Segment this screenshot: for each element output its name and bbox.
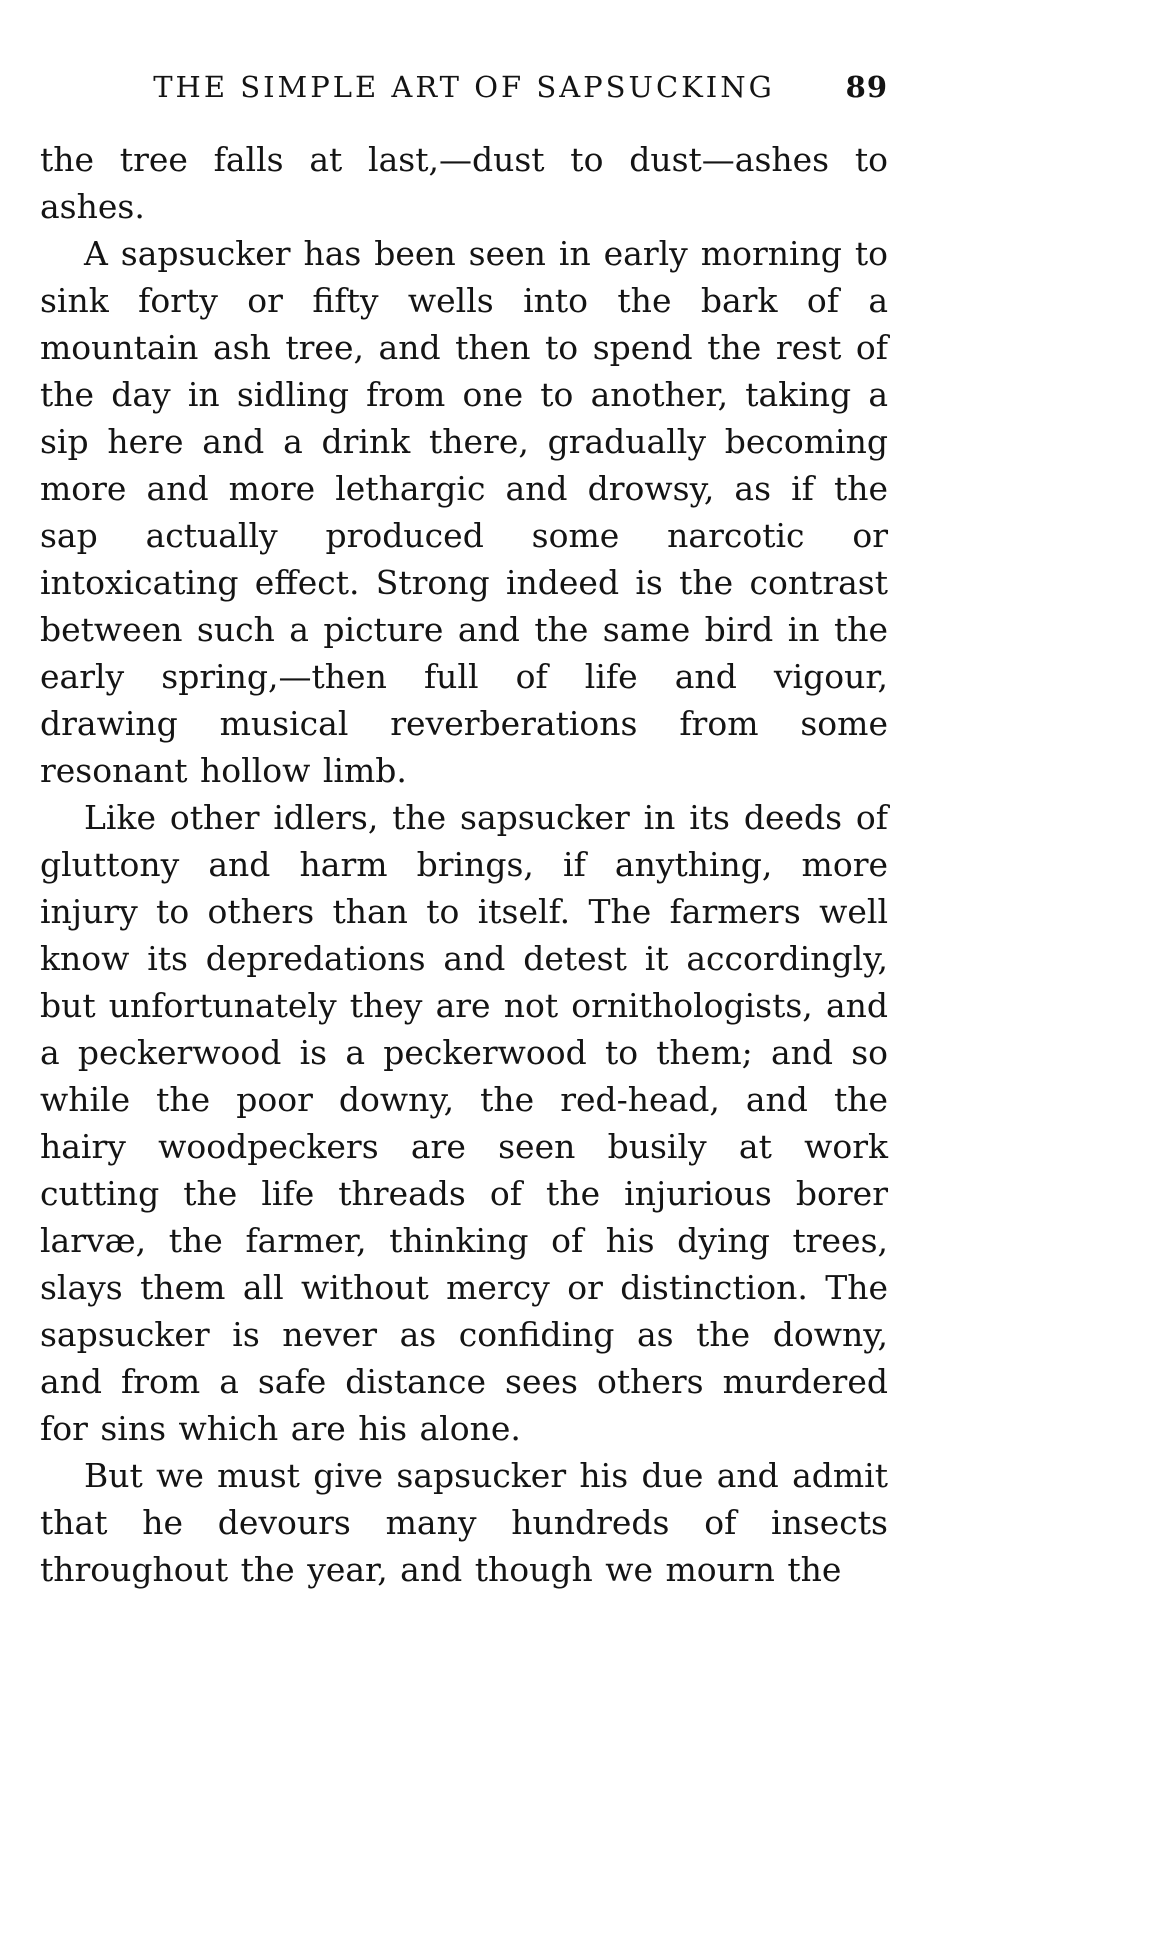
paragraph: Like other idlers, the sapsucker in its deeds of gluttony and harm brings, if anything, more injury to others than to itself. The farmers well know its depredations and detest it accordingly, but unfortunately they are not ornithologists, and a peckerwood is a peckerwood to them; and so while the poor downy, the red-head, and the hairy woodpeckers are seen busily at work cutting the life threads of the injurious borer larvæ, the farmer, thinking of his dying trees, slays them all without mercy or distinction. The sapsucker is never as confiding as the downy, and from a safe distance sees others murdered for sins which are his alone.: [40, 798, 888, 1448]
page-number: 89: [845, 70, 888, 104]
running-header: [40, 70, 888, 112]
paragraph: the tree falls at last,—dust to dust—ashes to ashes.: [40, 140, 888, 226]
paragraph: But we must give sapsucker his due and admit that he devours many hundreds of insects throughout the year, and though we mourn the: [40, 1456, 888, 1589]
body-text: [40, 136, 888, 1593]
text-column: [40, 70, 888, 1593]
paragraph: A sapsucker has been seen in early morning to sink forty or fifty wells into the bark of a mountain ash tree, and then to spend the rest of the day in sidling from one to another, taking a sip here and a drink there, gradually becoming more and more lethargic and drowsy, as if the sap actually produced some narcotic or intoxicating effect. Strong indeed is the contrast between such a picture and the same bird in the early spring,—then full of life and vigour, drawing musical reverberations from some resonant hollow limb.: [40, 234, 888, 790]
running-header-title: THE SIMPLE ART OF SAPSUCKING: [153, 70, 775, 104]
